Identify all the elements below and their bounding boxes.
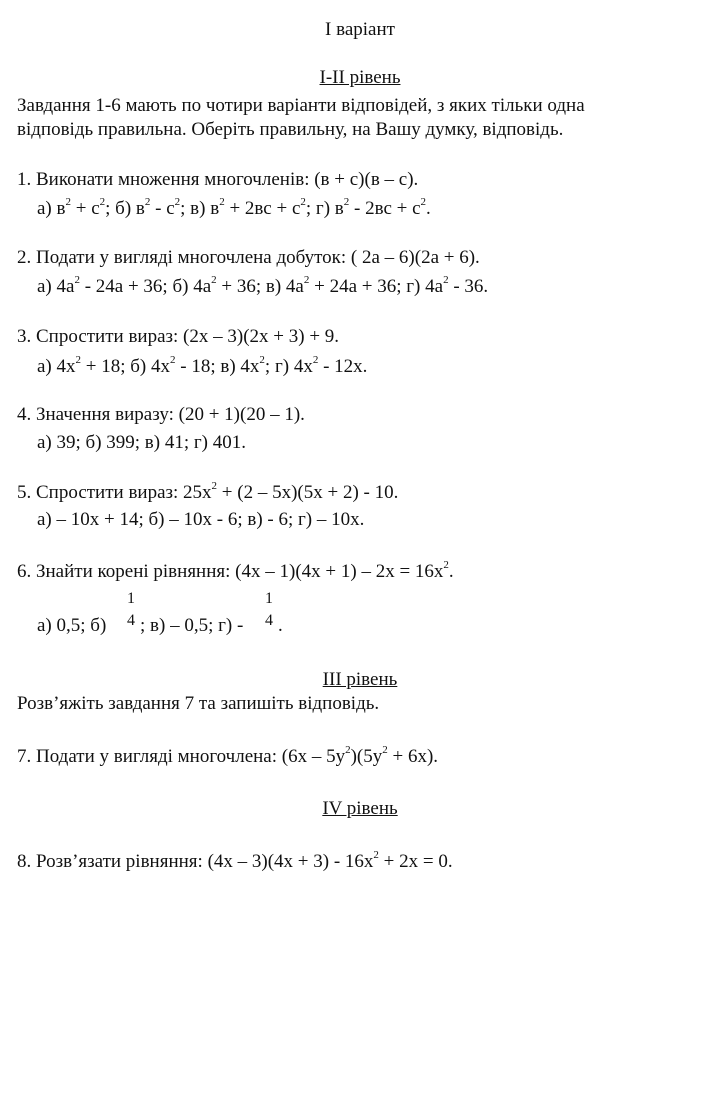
level-1-2-heading: І-ІІ рівень xyxy=(319,67,401,88)
level-3-instructions: Розв’яжіть завдання 7 та запишіть відповідь. xyxy=(17,693,380,714)
task-6-fraction-g-numerator: 1 xyxy=(265,590,273,607)
task-1-prompt: 1. Виконати множення многочленів: (в + с)(в – с). xyxy=(17,169,419,190)
task-6-answers-a: а) 0,5; б) xyxy=(37,615,107,636)
task-1-answers: а) $в^2 + с^2$; б) $в^2 - с^2$; в) $в^2 + 2вс + с^2$; г) $в^2 - 2вс + с^2$. xyxy=(37,196,431,219)
task-8-prompt: 8. Розв’язати рівняння: $(4х - 3)(4х + 3) - 16х^2 + 2х = 0$. xyxy=(17,849,453,872)
task-5-prompt: 5. Спростити вираз: $25x^2 + (2 - 5х)(5х + 2) - 10$. xyxy=(17,480,399,503)
task-6-fraction-b-numerator: 1 xyxy=(127,590,135,607)
task-7-prompt: 7. Подати у вигляді многочлена: $(6х - 5у^2)(5у^2 + 6х)$. xyxy=(17,744,439,767)
task-6-answers-mid: ; в) – 0,5; г) - xyxy=(140,615,244,636)
instructions-line-1: Завдання 1-6 мають по чотири варіанти відповідей, з яких тільки одна xyxy=(17,95,585,116)
task-6-prompt: 6. Знайти корені рівняння: $(4х - 1)(4х + 1) - 2х = 16х^2$. xyxy=(17,559,454,582)
task-5-answers: а) – 10х + 14; б) – 10х - 6; в) - 6; г) – 10х. xyxy=(37,509,365,530)
level-3-heading: ІІІ рівень xyxy=(322,669,398,690)
variant-title: І варіант xyxy=(325,19,395,40)
task-4-prompt: 4. Значення виразу: (20 + 1)(20 – 1). xyxy=(17,404,305,425)
task-6-fraction-b-denominator: 4 xyxy=(127,612,135,629)
task-2-prompt: 2. Подати у вигляді многочлена добуток: ( 2а – 6)(2а + 6). xyxy=(17,247,480,268)
task-6-answers-end: . xyxy=(278,615,283,636)
task-3-prompt: 3. Спростити вираз: (2х – 3)(2х + 3) + 9. xyxy=(17,326,340,347)
task-2-answers: а) $4а^2 - 24а + 36$; б) $4а^2 + 36$; в) $4а^2 + 24а + 36$; г) $4а^2 - 36$. xyxy=(37,274,489,297)
task-6-fraction-g-denominator: 4 xyxy=(265,612,273,629)
task-3-answers: а) $4х^2 + 18$; б) $4х^2 - 18$; в) $4х^2$; г) $4х^2 - 12х$. xyxy=(37,354,368,377)
level-4-heading: IV рівень xyxy=(322,798,398,819)
task-4-answers: а) 39; б) 399; в) 41; г) 401. xyxy=(37,432,247,453)
instructions-line-2: відповідь правильна. Оберіть правильну, на Вашу думку, відповідь. xyxy=(17,119,564,140)
